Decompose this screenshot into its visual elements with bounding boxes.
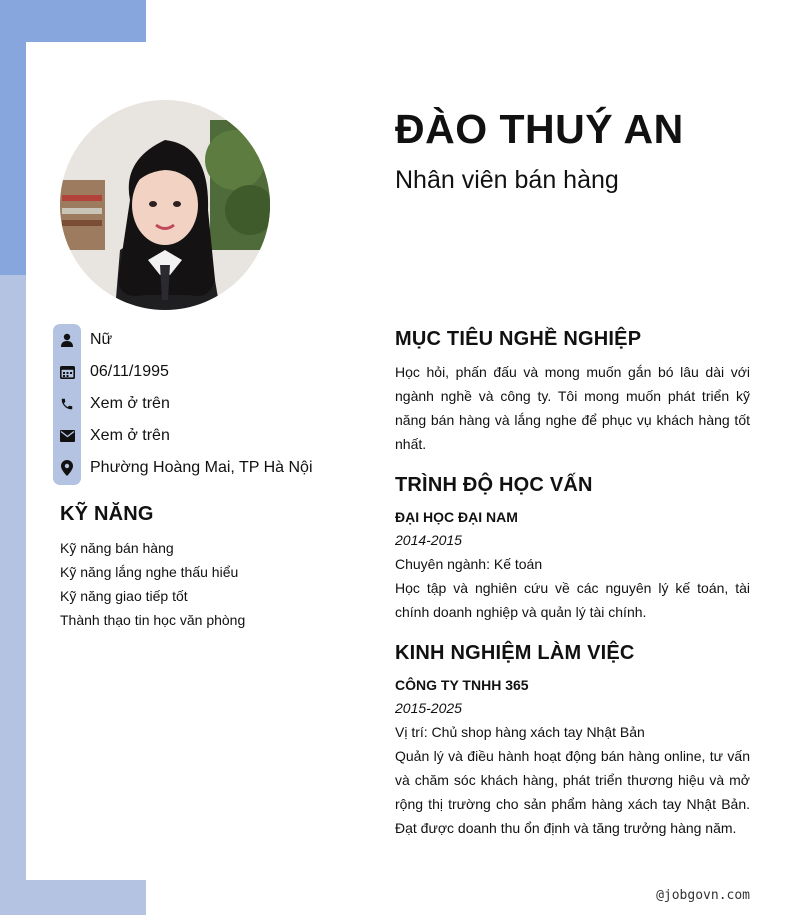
location-icon: [53, 452, 81, 484]
candidate-role: Nhân viên bán hàng: [395, 166, 619, 194]
objective-title: MỤC TIÊU NGHỀ NGHIỆP: [395, 328, 642, 350]
skills-title: KỸ NĂNG: [60, 503, 154, 525]
contact-address-text: Phường Hoàng Mai, TP Hà Nội: [90, 459, 313, 476]
contact-birthday: [53, 356, 353, 388]
education-description: Học tập và nghiên cứu về các nguyên lý kế toán, tài chính doanh nghiệp và quản lý tài chính.: [395, 580, 750, 620]
skill-item: Kỹ năng lắng nghe thấu hiểu: [60, 564, 239, 580]
contact-phone: [53, 388, 353, 420]
profile-photo: [60, 100, 270, 310]
experience-position: Vị trí: Chủ shop hàng xách tay Nhật Bản: [395, 724, 645, 740]
education-school: ĐẠI HỌC ĐẠI NAM: [395, 509, 518, 525]
education-title: TRÌNH ĐỘ HỌC VẤN: [395, 474, 593, 496]
contact-address: [53, 452, 353, 484]
experience-description: Quản lý và điều hành hoạt động bán hàng online, tư vấn và chăm sóc khách hàng, phát triển thương hiệu và mở rộng thị trường cho sản phẩm hàng xách tay Nhật Bản. Đạt được doanh thu ổn định và tăng trưởng hàng năm.: [395, 748, 750, 836]
education-major: Chuyên ngành: Kế toán: [395, 556, 543, 572]
contact-gender-text: Nữ: [90, 331, 113, 348]
contact-phone-text: Xem ở trên: [90, 395, 170, 412]
person-icon: [53, 324, 81, 356]
experience-period: 2015-2025: [395, 700, 462, 716]
candidate-name: ĐÀO THUÝ AN: [395, 106, 684, 152]
contact-email: [53, 420, 353, 452]
skill-item: Kỹ năng bán hàng: [60, 540, 174, 556]
calendar-icon: [53, 356, 81, 388]
mail-icon: [53, 420, 81, 452]
phone-icon: [53, 388, 81, 420]
skill-item: Kỹ năng giao tiếp tốt: [60, 588, 188, 604]
experience-title: KINH NGHIỆM LÀM VIỆC: [395, 642, 635, 664]
contact-gender: [53, 324, 353, 356]
skills-list: [60, 536, 245, 632]
education-period: 2014-2015: [395, 532, 462, 548]
contact-email-text: Xem ở trên: [90, 427, 170, 444]
experience-company: CÔNG TY TNHH 365: [395, 677, 529, 693]
skill-item: Thành thạo tin học văn phòng: [60, 612, 246, 628]
footer-watermark: @jobgovn.com: [656, 888, 750, 903]
objective-text: Học hỏi, phấn đấu và mong muốn gắn bó lâu dài với ngành nghề và công ty. Tôi mong muốn phát triển kỹ năng bán hàng và lắng nghe để phục vụ khách hàng tốt nhất.: [395, 364, 750, 452]
contact-birthday-text: 06/11/1995: [90, 363, 169, 380]
